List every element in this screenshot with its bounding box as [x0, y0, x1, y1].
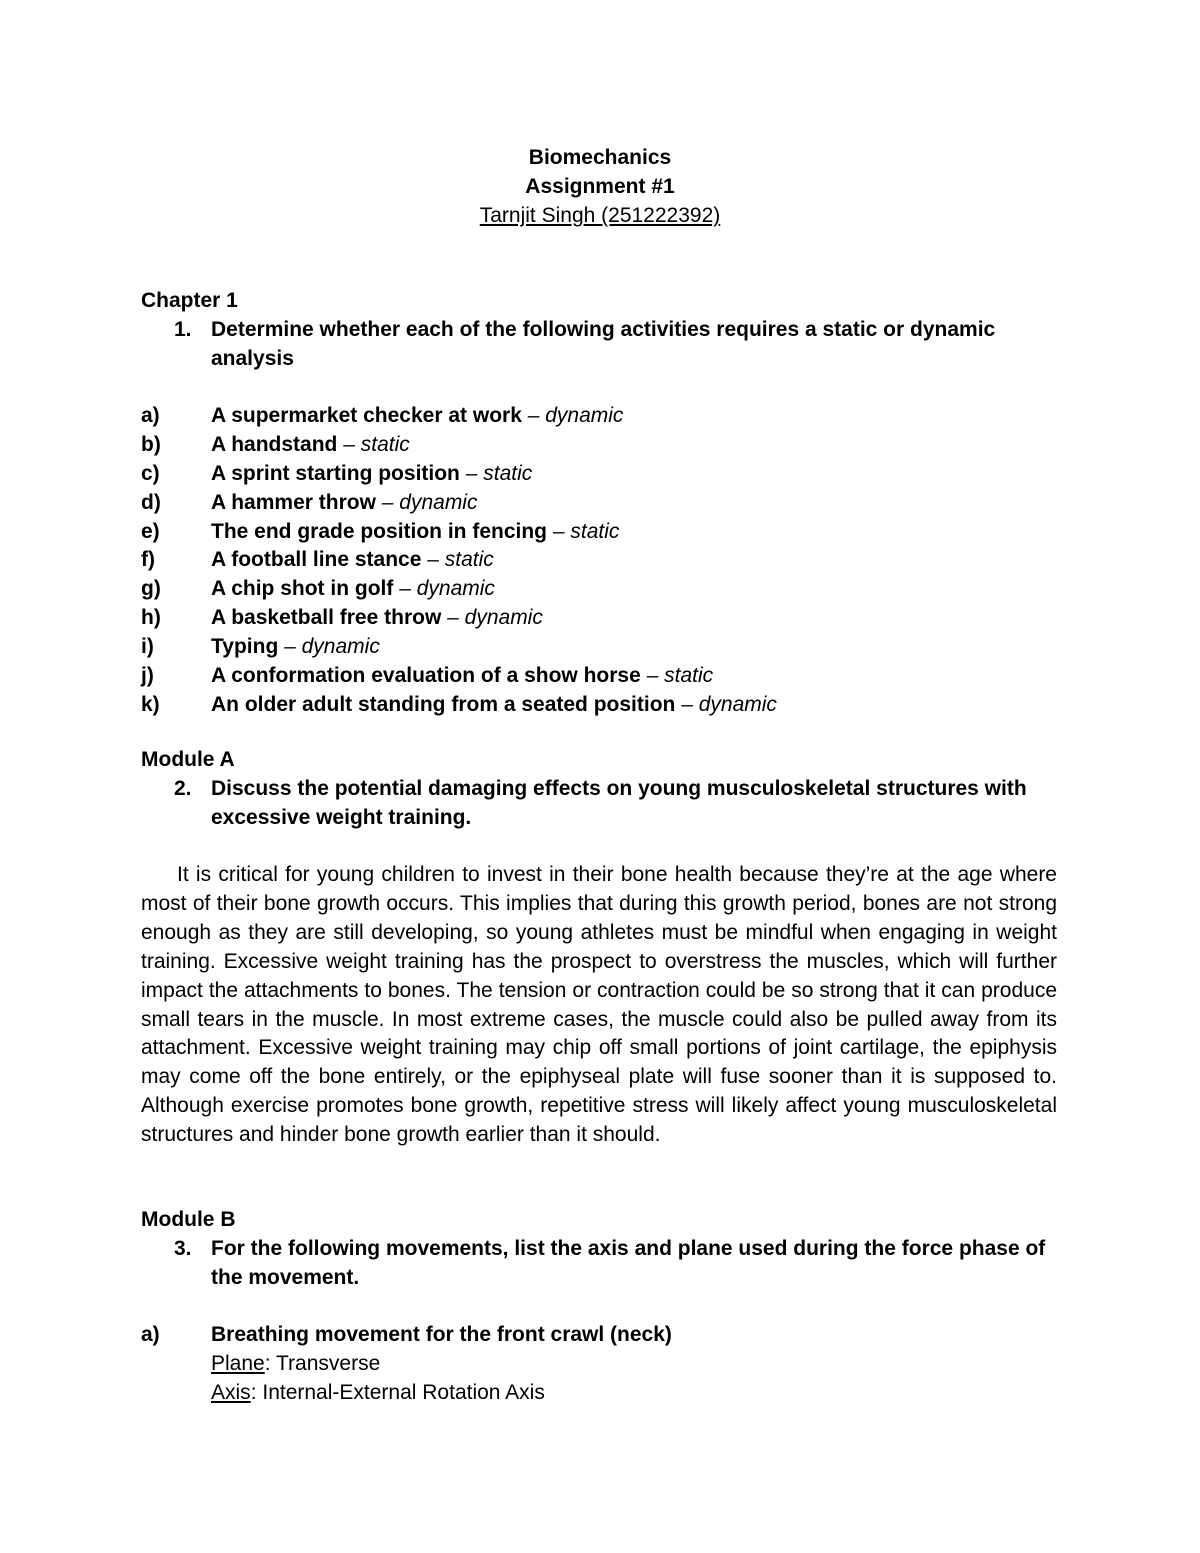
activity-text	[211, 430, 410, 459]
movement-item-label: a)	[141, 1323, 160, 1346]
axis-answer	[211, 1378, 545, 1407]
activity-answer: – dynamic	[284, 635, 380, 659]
question-1-text: Determine whether each of the following activities requires a static or dynamic analysis	[211, 318, 996, 370]
plane-label: Plane	[211, 1352, 265, 1375]
question-1-number: 1.	[174, 318, 192, 341]
activity-label: k)	[141, 692, 160, 716]
movement-list	[141, 1320, 1061, 1349]
activity-answer: – dynamic	[681, 692, 777, 716]
axis-value: : Internal-External Rotation Axis	[250, 1381, 545, 1404]
activity-description: Typing	[211, 635, 279, 659]
activity-item	[141, 545, 1061, 574]
activity-description: An older adult standing from a seated position	[211, 692, 676, 716]
activity-text	[211, 488, 477, 517]
activity-answer: – static	[646, 664, 714, 688]
activity-item	[141, 632, 1061, 661]
question-2-answer: It is critical for young children to invest in their bone health because they’re at the age where most of their bone growth occurs. This implies that during this growth period, bones are not strong enough as they are still developing, so young athletes must be mindful when engaging in weight training. Excessive weight training has the prospect to overstress the muscles, which will further impact the attachments to bones. The tension or contraction could be so strong that it can produce small tears in the muscle. In most extreme cases, the muscle could also be pulled away from its attachment. Excessive weight training may chip off small portions of joint cartilage, the epiphysis may come off the bone entirely, or the epiphyseal plate will fuse sooner than it is supposed to. Although exercise promotes bone growth, repetitive stress will likely affect young musculoskeletal structures and hinder bone growth earlier than it should.	[141, 863, 1057, 1147]
activity-text	[211, 517, 619, 546]
activity-label: j)	[141, 664, 154, 688]
activity-text	[211, 632, 380, 661]
activity-description: The end grade position in fencing	[211, 519, 548, 543]
activity-text	[211, 459, 532, 488]
activity-text	[211, 690, 777, 719]
question-2	[141, 774, 1061, 832]
activity-list	[141, 401, 1061, 719]
activity-description: A basketball free throw	[211, 606, 442, 630]
activity-answer: – static	[552, 519, 620, 543]
activity-answer: – dynamic	[447, 606, 543, 630]
document-header	[0, 143, 1200, 230]
activity-text	[211, 603, 543, 632]
activity-description: A conformation evaluation of a show horse	[211, 664, 641, 688]
activity-answer: – dynamic	[399, 577, 495, 601]
activity-answer: – dynamic	[527, 404, 624, 427]
question-2-number: 2.	[174, 777, 192, 800]
axis-label: Axis	[211, 1381, 251, 1404]
author-name: Tarnjit Singh (251222392)	[479, 204, 721, 227]
activity-label: a)	[141, 404, 160, 427]
activity-description: A supermarket checker at work	[211, 404, 522, 427]
activity-answer: – static	[427, 548, 494, 572]
activity-text	[211, 661, 713, 690]
question-2-text: Discuss the potential damaging effects on young musculoskeletal structures with excessive weight training.	[211, 777, 1027, 829]
activity-description: A sprint starting position	[211, 461, 460, 485]
activity-label: f)	[141, 548, 155, 572]
plane-value: : Transverse	[264, 1352, 381, 1375]
movement-item-text: Breathing movement for the front crawl (neck)	[211, 1323, 672, 1346]
activity-label: i)	[141, 635, 154, 659]
activity-description: A handstand	[211, 432, 338, 456]
chapter-1-heading: Chapter 1	[141, 289, 238, 312]
activity-description: A hammer throw	[211, 490, 376, 514]
activity-item	[141, 574, 1061, 603]
assignment-number: Assignment #1	[525, 175, 675, 198]
activity-label: c)	[141, 461, 160, 485]
activity-answer: – dynamic	[381, 490, 478, 514]
question-3-text: For the following movements, list the axis and plane used during the force phase of the movement.	[211, 1237, 1046, 1289]
module-b-heading: Module B	[141, 1208, 236, 1231]
activity-item	[141, 430, 1061, 459]
question-1	[141, 315, 1061, 373]
activity-item	[141, 517, 1061, 546]
question-3	[141, 1234, 1061, 1292]
activity-description: A chip shot in golf	[211, 577, 394, 601]
activity-item	[141, 661, 1061, 690]
activity-label: g)	[141, 577, 161, 601]
activity-item	[141, 401, 1061, 430]
activity-item	[141, 603, 1061, 632]
activity-description: A football line stance	[211, 548, 422, 572]
activity-answer: – static	[343, 432, 410, 456]
activity-label: d)	[141, 490, 161, 514]
activity-label: b)	[141, 432, 161, 456]
activity-text	[211, 545, 494, 574]
activity-item	[141, 690, 1061, 719]
activity-text	[211, 574, 495, 603]
activity-item	[141, 488, 1061, 517]
activity-label: h)	[141, 606, 161, 630]
activity-text	[211, 401, 623, 430]
question-3-number: 3.	[174, 1237, 192, 1260]
module-a-heading: Module A	[141, 748, 235, 771]
activity-label: e)	[141, 519, 160, 543]
plane-answer	[211, 1349, 380, 1378]
activity-item	[141, 459, 1061, 488]
document-title: Biomechanics	[528, 146, 672, 169]
activity-answer: – static	[465, 461, 533, 485]
movement-item	[141, 1320, 1061, 1349]
